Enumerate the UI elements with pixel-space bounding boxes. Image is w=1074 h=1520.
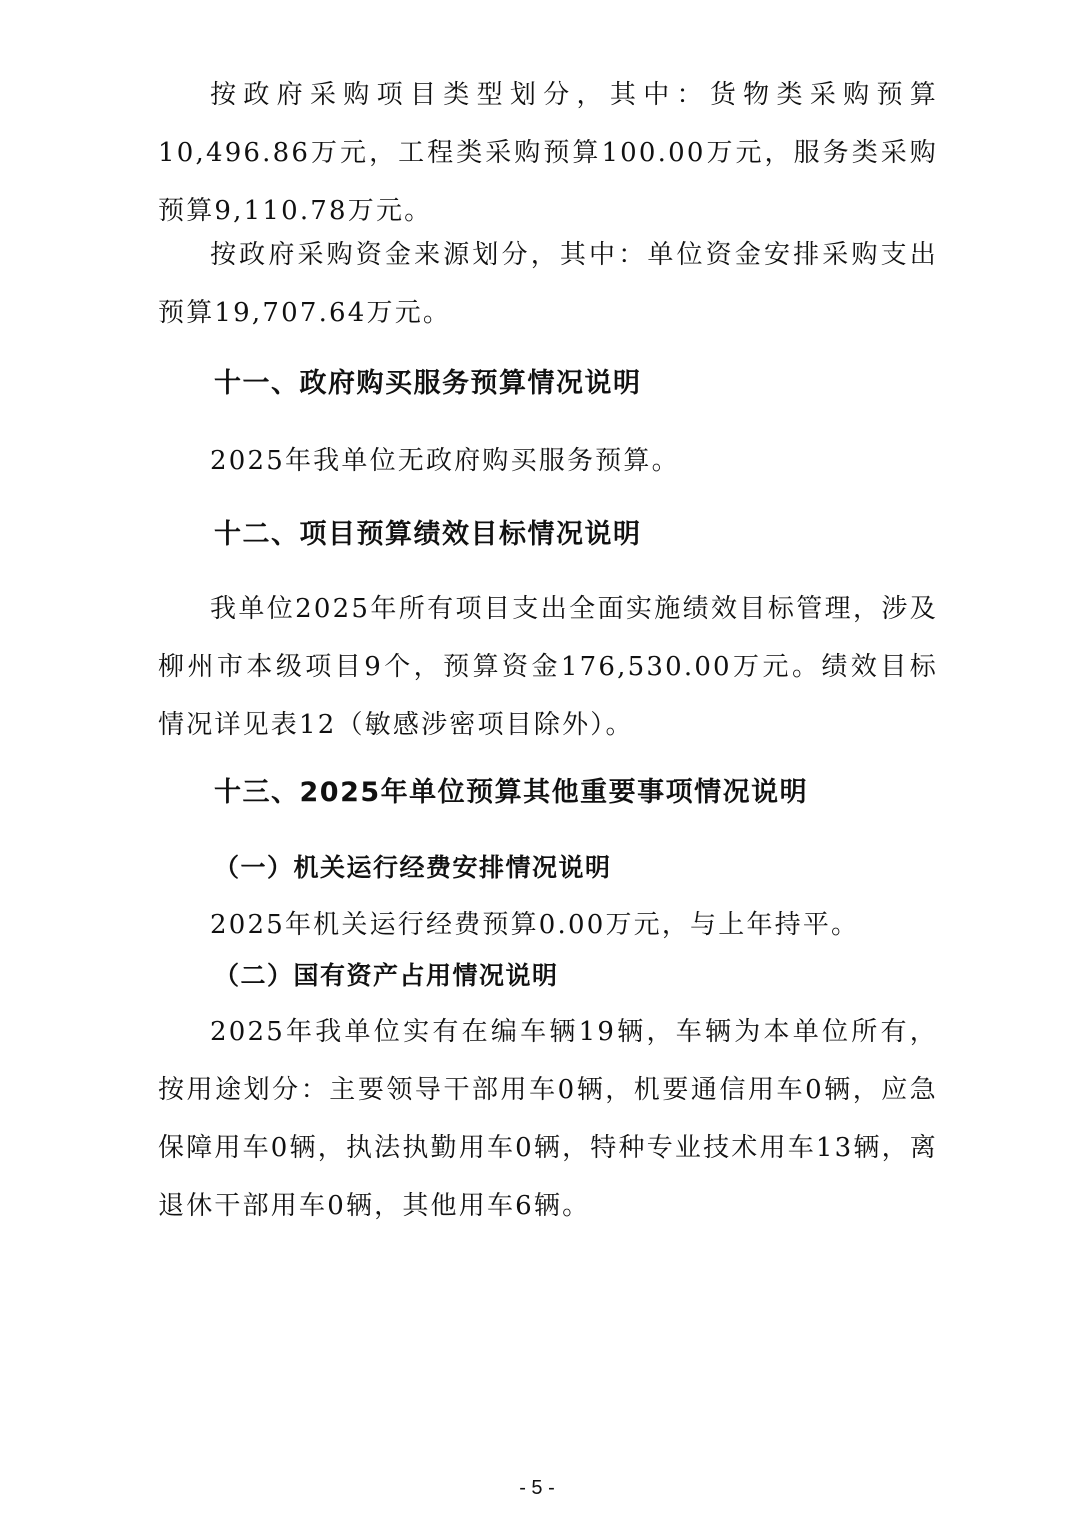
section-13-heading: 十三、2025年单位预算其他重要事项情况说明 <box>214 777 809 808</box>
procurement-source-paragraph: 按政府采购资金来源划分，其中：单位资金安排采购支出预算19,707.64万元。 <box>158 240 938 328</box>
subsection-2-body: 2025年我单位实有在编车辆19辆，车辆为本单位所有，按用途划分：主要领导干部用车0辆，机要通信用车0辆，应急保障用车0辆，执法执勤用车0辆，特种专业技术用车13辆，离退休干部用车0辆，其他用车6辆。 <box>158 1017 938 1221</box>
section-11-body: 2025年我单位无政府购买服务预算。 <box>210 446 680 476</box>
section-11-heading: 十一、政府购买服务预算情况说明 <box>214 368 642 399</box>
subsection-1-heading: （一）机关运行经费安排情况说明 <box>214 853 612 882</box>
section-12-body: 我单位2025年所有项目支出全面实施绩效目标管理，涉及柳州市本级项目9个，预算资金176,530.00万元。绩效目标情况详见表12（敏感涉密项目除外）。 <box>158 594 938 740</box>
page-number: - 5 - <box>519 1477 555 1499</box>
subsection-2-heading: （二）国有资产占用情况说明 <box>214 961 559 990</box>
section-12-heading: 十二、项目预算绩效目标情况说明 <box>214 519 642 550</box>
subsection-1-body: 2025年机关运行经费预算0.00万元，与上年持平。 <box>210 910 860 940</box>
procurement-type-paragraph: 按政府采购项目类型划分，其中：货物类采购预算10,496.86万元，工程类采购预算100.00万元，服务类采购预算9,110.78万元。 <box>158 80 938 226</box>
